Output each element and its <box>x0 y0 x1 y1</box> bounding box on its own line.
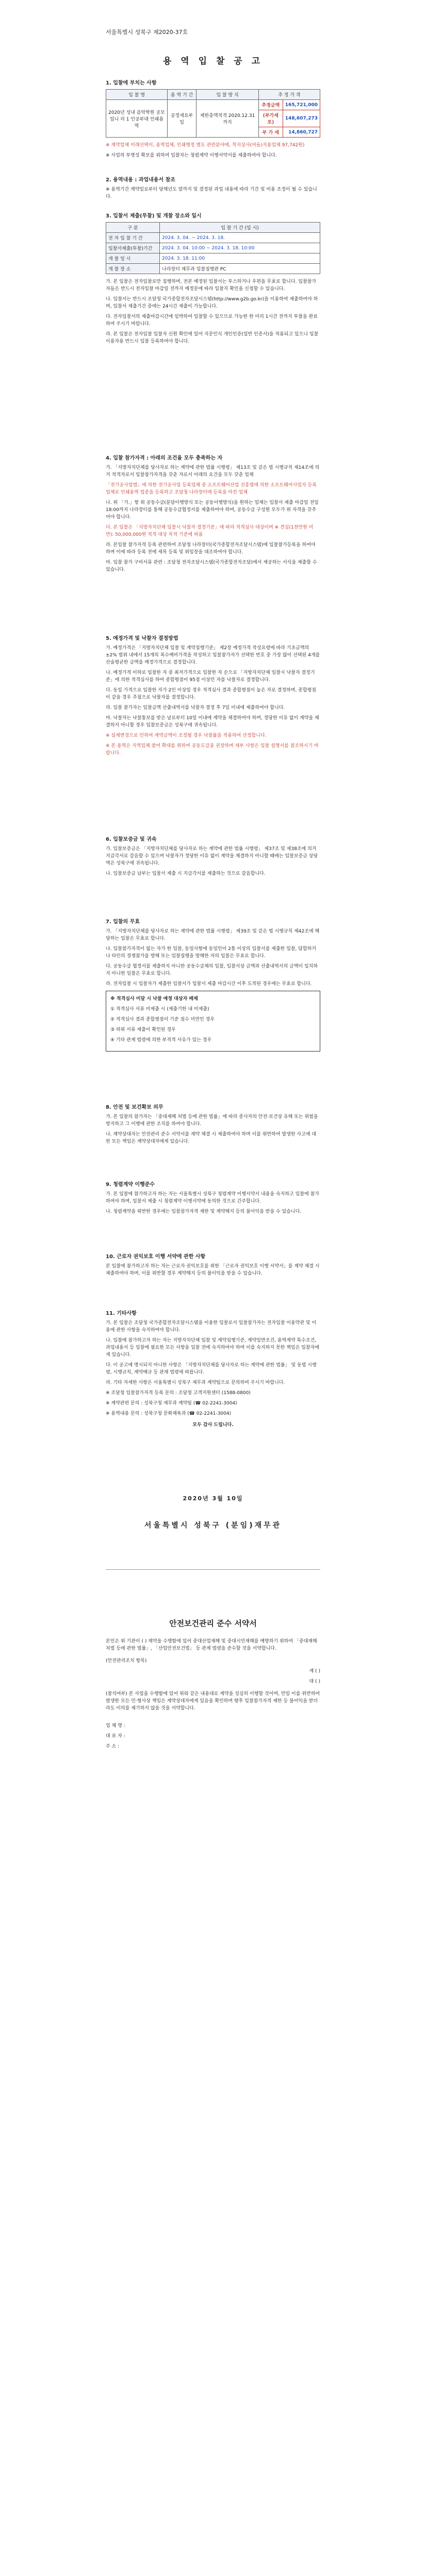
paragraph: 나. 예정가격 이하로 입찰한 자 중 최저가격으로 입찰한 자 순으로 「지방자치단체 입찰시 낙찰자 결정기준」에 의한 적격심사를 하여 종합평점이 95점 이상인 자를 낙찰자로 결정합니다. <box>106 670 315 683</box>
list-item: ② 적격심사 결과 종합평점이 기준 점수 미만인 경우 <box>110 1017 215 1022</box>
contact-line: ※ 계약관련 문의 : 성북구청 재무과 계약팀 (☎ 02-2241-3004) <box>106 1401 237 1406</box>
paragraph: 가. 본 입찰은 조달청 국가종합전자조달시스템을 이용한 입찰로서 입찰참가자는 전자입찰 이용약관 및 이용에 관한 사항을 숙지하여야 합니다. <box>106 1320 317 1333</box>
schedule-table <box>106 222 320 274</box>
col-header: 구 분 <box>106 223 160 233</box>
bid-items-table <box>106 89 320 138</box>
paragraph: 나. 청렴계약을 위반한 경우에는 입찰참가자격 제한 및 계약해지 등의 불이익을 받을 수 있습니다. <box>106 1209 302 1214</box>
price-value: 148,607,273 <box>283 110 320 127</box>
section-price-award <box>106 634 320 760</box>
section-integrity <box>106 1180 320 1218</box>
paragraph: 나. 입찰보증금 납부는 입찰서 제출 시 지급각서를 제출하는 것으로 갈음합니다. <box>106 871 266 876</box>
paragraph: 라. 본 입찰은 전자입찰 입찰자 신원 확인에 있어 지문인식 개인인증(일반 인증서)을 적용되고 있으니 입찰 이용자용 반드시 입찰 등록하여야 합니다. <box>106 332 319 344</box>
note-text: ※ 설계변경으로 인하여 계약금액이 조정될 경우 낙찰률을 적용하여 산정합니다. <box>106 733 267 738</box>
paragraph: 라. 전자입찰 시 입찰자가 제출한 입찰서가 입찰서 제출 마감시간 이후 도착된 경우에는 무효로 합니다. <box>106 981 312 987</box>
sign-label: 대 표 자 : <box>106 1734 125 1739</box>
section-service-content <box>106 175 320 204</box>
paragraph: 라. 입찰 참가자는 입찰금액 산출내역서를 낙찰자 결정 후 7일 이내에 제출하여야 합니다. <box>106 705 285 710</box>
safety-pledge <box>106 1618 320 1753</box>
section-heading: 8. 안전 및 보건확보 의무 <box>106 1105 163 1110</box>
paragraph: 나. 입찰에 참가하고자 하는 자는 지방자치단체 입찰 및 계약집행기준, 계약일반조건, 용역계약 특수조건, 과업내용서 등 입찰에 필요한 모든 사항을 입찰 전에 숙지하여야 하며 이를 숙지하지 못한 책임은 입찰자에게 있습니다. <box>106 1338 319 1358</box>
schedule-value: 2024. 3. 04. 10:00 ~ 2024. 3. 18. 10:00 <box>160 243 320 253</box>
section-heading: 6. 입찰보증금 및 귀속 <box>106 837 157 842</box>
schedule-label: 전 자 입 찰 기 간 <box>106 233 160 243</box>
section-heading: 4. 입찰 참가자격 : 아래의 조건을 모두 충족하는 자 <box>106 455 223 461</box>
note-text: ※ 계약업체 미래선택이, 용역업체, 인쇄행정 별도 관련분야에, 착지상사(어들)지용업체 97,742원) <box>106 143 305 148</box>
section-bid-items <box>106 78 320 162</box>
document-number: 서울특별시 성북구 제2020-37호 <box>106 29 188 36</box>
sign-label: 업 체 명 : <box>106 1723 125 1728</box>
paragraph: 가. 예정가격은 「지방자치단체 입찰 및 계약집행기준」 제2장 예정가격 작성요령에 따라 기초금액의 ±2% 범위 내에서 15개의 복수예비가격을 작성하고 입찰참가자가 선택한 번호 중 가장 많이 선택된 4개를 산술평균한 금액을 예정가격으로 결정합니다. <box>106 646 320 665</box>
paragraph: 다. 본 입찰은 「지방자치단체 입찰시 낙찰자 결정기준」에 따라 적격심사 대상이며 ※ 견실(1천만원 미만): 50,000,000원 적격 대상 목적 기준에 따름 <box>106 525 314 537</box>
paragraph: 가. 본 입찰은 전자입찰로만 집행하며, 전본 예정된 입찰서는 투스하거나 우편을 무효로 합니다. 입찰참가자들은 반드시 전자입찰 마감일 전까지 예정문에 따라 입찰지 확인을 신청할 수 있습니다. <box>106 279 317 292</box>
page-divider <box>106 1566 320 1573</box>
paragraph: 라. 기타 자세한 사항은 서울특별시 성북구 재무과 계약팀으로 문의하여 주시기 바랍니다. <box>106 1380 285 1385</box>
note-text: ※ 본 용역은 지역업체 참여 확대를 위하여 공동도급을 권장하며 세부 사항은 입찰 설명서를 참조하시기 바랍니다. <box>106 743 319 756</box>
section-heading: 5. 예정가격 및 낙찰자 결정방법 <box>106 636 178 641</box>
section-eligibility <box>106 453 320 577</box>
box-title: ※ 적격심사 미달 시 낙찰 예정 대상자 배제 <box>110 996 198 1002</box>
section-invalid-bids <box>106 917 320 1052</box>
pledge-title: 안전보건관리 준수 서약서 <box>169 1619 257 1628</box>
contact-line: ※ 조달청 입찰참가자격 등록 문의 : 조달청 고객지원센터 (1588-0800) <box>106 1391 251 1396</box>
price-label: (부가세포) <box>258 110 283 127</box>
section-safety <box>106 1103 320 1148</box>
col-header: 입 찰 방 식 <box>196 90 259 100</box>
bid-name-cell: 2020년 성내 음악학원 공모입니 리 1 인공부대 인쇄용역 <box>106 100 168 138</box>
schedule-value: 2024. 3. 18. 11:00 <box>160 253 320 264</box>
pledge-intro: 본인은 위 기관이 ( ) 계약을 수행함에 있어 중대산업재해 및 중대시민재해를 예방하기 위하여 「중대재해 처벌 등에 관한 법률」, 「산업안전보건법」 등 관계 법령을 준수할 것을 서약합니다. <box>106 1639 317 1651</box>
paragraph: 가. 「지방자치단체를 당사자로 하는 계약에 관한 법률 시행령」 제13조 및 같은 법 시행규칙 제14조에 의거 적격자로서 입찰참가자격을 갖춘 자로서 아래의 요건을 모두 갖춘 업체 <box>106 465 320 478</box>
col-header: 입 찰 기 간 (일 시) <box>160 223 320 233</box>
sign-label: 주 소 : <box>106 1744 120 1749</box>
paragraph: 다. 동일 가격으로 입찰한 자가 2인 이상일 경우 적격심사 결과 종합평점이 높은 자로 결정하며, 종합평점이 같을 경우 추첨으로 낙찰자를 결정합니다. <box>106 688 316 700</box>
paragraph: 나. 계약상대자는 안전관리 준수 서약서를 계약 체결 시 제출하여야 하며 이를 위반하여 발생한 사고에 대한 모든 책임은 계약상대자에게 있습니다. <box>106 1132 317 1144</box>
section-heading: 2. 용역내용 : 과업내용서 참조 <box>106 177 175 183</box>
issuer-name: 서울특별시 성북구 (분임)재무관 <box>144 1521 282 1530</box>
col-header: 추 정 가 격 <box>258 90 320 100</box>
schedule-value: 2024. 3. 04. ~ 2024. 3. 18. <box>160 233 320 243</box>
section-heading: 11. 기타사항 <box>106 1311 137 1316</box>
price-value: 14,860,727 <box>283 127 320 138</box>
note-text: ※ 사업의 투명성 확보를 위하여 입찰자는 청렴계약 이행서약서를 제출하여야 합니다. <box>106 153 277 158</box>
paragraph: 나. 위 「가.」항 외 공동수급(분담이행방식 또는 공동이행방식)을 원하는 업체는 입찰서 제출 마감일 전일 18:00까지 나라장터를 통해 공동수급협정서를 제출하여야 하며, 공동수급 구성원 모두가 위 자격을 갖추어야 합니다. <box>106 500 319 520</box>
list-item: ④ 기타 관계 법령에 의한 부적격 사유가 있는 경우 <box>110 1038 212 1043</box>
bid-period-cell: 공정세요부 일 <box>168 100 196 138</box>
price-label: 부 가 세 <box>258 127 283 138</box>
paragraph: 마. 입찰 참가 구비서류 관련 : 조달청 전자조달시스템(국가종합전자조달)에서 제공하는 서식을 제출할 수 있습니다. <box>106 560 317 572</box>
col-header: 입 찰 명 <box>106 90 168 100</box>
section-heading: 9. 청렴계약 이행준수 <box>106 1182 155 1188</box>
section-deposit <box>106 835 320 880</box>
paragraph: 가. 본 입찰의 참가자는 「중대재해 처벌 등에 관한 법률」에 따라 종사자의 안전·보건상 유해 또는 위험을 방지하고 그 이행에 관한 조치를 하여야 합니다. <box>106 1114 318 1127</box>
pledge-field: 대 ( ) <box>309 1679 320 1684</box>
list-item: ③ 허위 서류 제출이 확인된 경우 <box>110 1027 176 1032</box>
paragraph: 「전기공사업법」에 의한 전기공사업 등록업체 중 소프트웨어산업 진흥법에 의한 소프트웨어사업자 등록업체로 인쇄용역 업종을 등록하고 조달청 나라장터에 등록을 마친 업체 <box>106 483 317 495</box>
bid-method-cell: 제한총액적격 2020.12.31까지 <box>196 100 259 138</box>
schedule-label: 개 찰 장 소 <box>106 264 160 274</box>
price-label: 추정금액 <box>258 100 283 110</box>
section-heading: 3. 입찰서 제출(투찰) 및 개찰 장소와 일시 <box>106 213 202 219</box>
paragraph: ※ 용역기간 계약일로부터 당해년도 말까지 및 결정된 과업 내용에 따라 기간 및 비용 조정이 될 수 있습니다. <box>106 187 317 199</box>
section-schedule <box>106 211 320 348</box>
col-header: 용 역 기 간 <box>168 90 196 100</box>
schedule-label: 개 찰 일 시 <box>106 253 160 264</box>
section-heading: 7. 입찰의 무효 <box>106 919 140 925</box>
paragraph: 가. 입찰보증금은 「지방자치단체를 당사자로 하는 계약에 관한 법률 시행령」 제37조 및 제38조에 의거 지급각서로 갈음할 수 있으며 낙찰자가 정당한 이유 없이 계약을 체결하지 아니할 때에는 입찰보증금 상당액은 성북구에 귀속됩니다. <box>106 846 318 866</box>
paragraph: 나. 입찰참가자격이 없는 자가 한 입찰, 동일사항에 동일인이 2통 이상의 입찰서를 제출한 입찰, 담합하거나 타인의 경쟁참가를 방해 또는 입찰집행을 방해한 자의 입찰은 무효로 합니다. <box>106 946 316 959</box>
list-item: ① 적격심사 서류 미제출 시 (제출기한 내 미제출) <box>110 1007 209 1012</box>
paragraph: 나. 입찰서는 반드시 조달청 국가종합전자조달시스템(http://www.g2b.go.kr)을 이용하여 제출하여야 하며, 입찰서 제출기간 중에는 24시간 제출이 가능합니다. <box>106 297 318 309</box>
paragraph: 다. 공동수급 협정서를 제출하지 아니한 공동수급체의 입찰, 입찰서상 금액과 산출내역서의 금액이 일치하지 아니한 입찰은 무효로 합니다. <box>106 964 318 976</box>
paragraph: 마. 낙찰자는 낙찰통보를 받은 날로부터 10일 이내에 계약을 체결하여야 하며, 정당한 이유 없이 계약을 체결하지 아니할 경우 입찰보증금은 성북구에 귀속됩니다. <box>106 716 319 728</box>
schedule-label: 입찰서제출(투찰)기간 <box>106 243 160 253</box>
page-title: 용 역 입 찰 공 고 <box>162 56 264 66</box>
paragraph: 다. 전자입찰서의 제출마감시간에 임박하여 입찰할 수 있으므로 가능한 한 미리 1시간 전까지 투찰을 완료하여 주시기 바랍니다. <box>106 314 318 327</box>
notice-date: 2020년 3월 10일 <box>183 1495 243 1502</box>
closing-text: 모두 감사 드립니다. <box>192 1422 234 1428</box>
section-heading: 10. 근로자 권익보호 이행 서약에 관한 사항 <box>106 1254 206 1260</box>
pledge-field: 계 ( ) <box>309 1669 320 1674</box>
price-value: 165,721,000 <box>283 100 320 110</box>
contact-line: ※ 용역내용 문의 : 성북구청 문화체육과 (☎ 02-2241-3004) <box>106 1411 231 1416</box>
paragraph: 가. 「지방자치단체를 당사자로 하는 계약에 관한 법률 시행령」 제39조 및 같은 법 시행규칙 제42조에 해당하는 입찰은 무효로 합니다. <box>106 929 320 941</box>
paragraph: 다. 이 공고에 명시되지 아니한 사항은 「지방자치단체를 당사자로 하는 계약에 관한 법률」 및 동법 시행령, 시행규칙, 계약예규 등 관계 법령에 따릅니다. <box>106 1363 317 1375</box>
paragraph: 라. 본입찰 참가자격 등록 관련하여 조달청 나라장터(국가종합전자조달시스템)에 입찰참가등록을 하여야 하며 이에 따라 등록 전에 세목 등록 및 위임장을 대조하여야 합니다. <box>106 543 316 555</box>
section-labor-rights <box>106 1252 320 1280</box>
section-heading: 1. 입찰에 부치는 사항 <box>106 80 157 86</box>
pledge-list-label: (안전관리조치 항목) <box>106 1658 147 1664</box>
paragraph: 본 입찰에 참가하고자 하는 자는 근로자 권익보호를 위한 「근로자 권익보호 이행 서약서」를 계약 체결 시 제출하여야 하며, 이를 위반할 경우 계약해지 등의 불이익을 받을 수 있습니다. <box>106 1264 320 1276</box>
paragraph: 가. 본 입찰에 참가하고자 하는 자는 서울특별시 성북구 청렴계약 이행서약서 내용을 숙지하고 입찰에 참가하여야 하며, 입찰서 제출 시 청렴계약 이행서약에 동의한 것으로 간주합니다. <box>106 1192 319 1204</box>
section-other <box>106 1309 320 1432</box>
disqualification-box <box>106 991 320 1052</box>
pledge-body: (참석여부) 본 사업을 수행함에 있어 위와 같은 내용대로 계약을 성실히 이행할 것이며, 만일 이를 위반하여 발생한 모든 민·형사상 책임은 계약상대자에게 있음을 확인하며 향후 입찰참가자격 제한 등 불이익을 받더라도 이의를 제기하지 않을 것을 서약합니다. <box>106 1691 320 1711</box>
schedule-value: 나라장터 재무과 입찰집행관 PC <box>160 264 320 274</box>
